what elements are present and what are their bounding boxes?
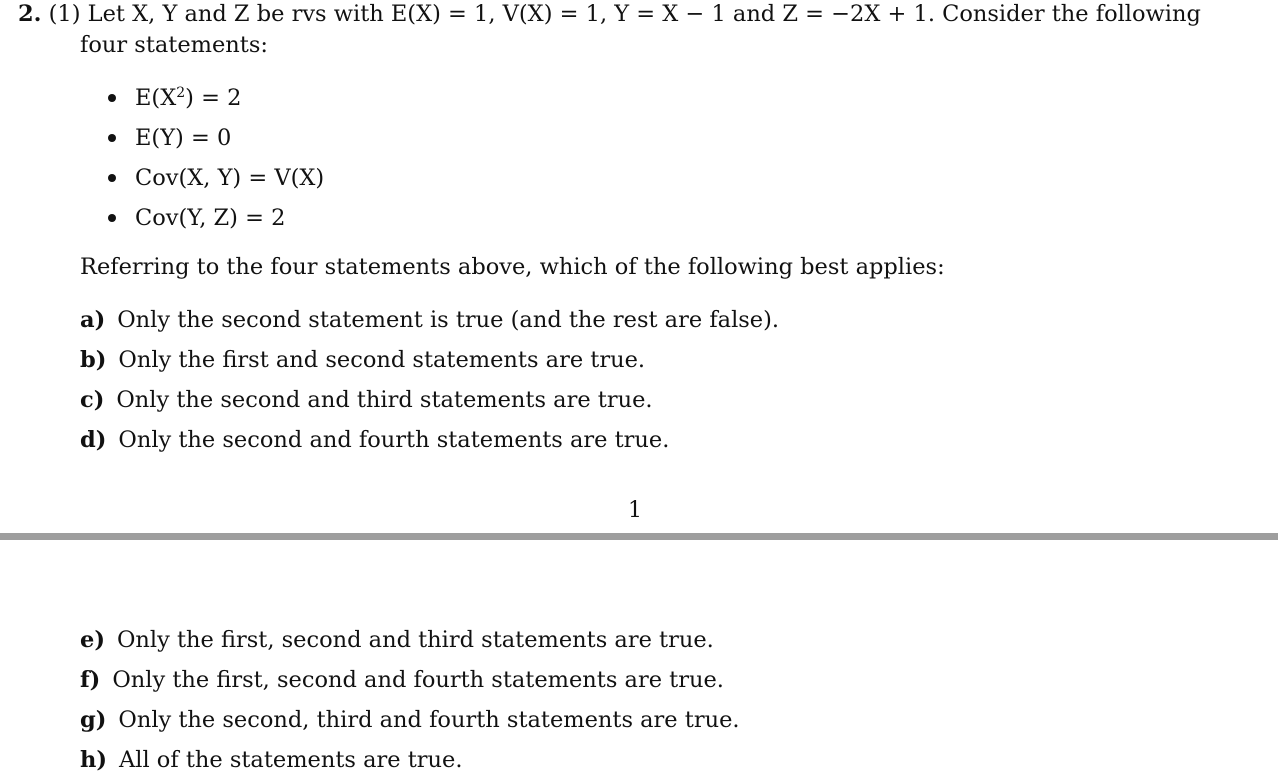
answer-option-e: e) Only the first, second and third statements are true. xyxy=(80,627,714,653)
answer-option-d: d) Only the second and fourth statements are true. xyxy=(80,427,670,453)
answer-option-a: a) Only the second statement is true (and the rest are false). xyxy=(80,307,780,333)
problem-intro-line1 xyxy=(18,0,1201,29)
statement-item xyxy=(108,78,324,118)
answer-option-b: b) Only the first and second statements are true. xyxy=(80,347,646,373)
page-number: 1 xyxy=(628,498,642,523)
answer-option-c: c) Only the second and third statements are true. xyxy=(80,387,653,413)
answer-option-f: f) Only the first, second and fourth statements are true. xyxy=(80,667,724,693)
statement-item xyxy=(108,158,324,198)
statement-text: Cov(X, Y) = V(X) xyxy=(135,165,325,191)
page-separator xyxy=(0,533,1278,540)
statement-text: $E(X^2) = 2$ xyxy=(135,85,242,111)
problem-intro-text: (1) Let X, Y and Z be rvs with E(X) = 1, V(X) = 1, Y = X − 1 and Z = −2X + 1. Consider the following xyxy=(48,1,1201,27)
bullet-icon xyxy=(108,214,116,222)
answer-option-g: g) Only the second, third and fourth statements are true. xyxy=(80,707,740,733)
answer-option-h: h) All of the statements are true. xyxy=(80,747,463,773)
statement-item xyxy=(108,198,324,238)
statement-text: Cov(Y, Z) = 2 xyxy=(135,205,286,231)
statement-item xyxy=(108,118,324,158)
question-text: Referring to the four statements above, which of the following best applies: xyxy=(80,254,945,280)
bullet-icon xyxy=(108,174,116,182)
statement-list xyxy=(108,78,324,238)
bullet-icon xyxy=(108,134,116,142)
statement-text: E(Y) = 0 xyxy=(135,125,232,151)
bullet-icon xyxy=(108,94,116,102)
problem-intro-line2: four statements: xyxy=(80,32,268,58)
answer-options-page2 xyxy=(80,620,740,780)
answer-options-page1 xyxy=(80,300,779,460)
problem-number: 2. xyxy=(18,1,42,27)
